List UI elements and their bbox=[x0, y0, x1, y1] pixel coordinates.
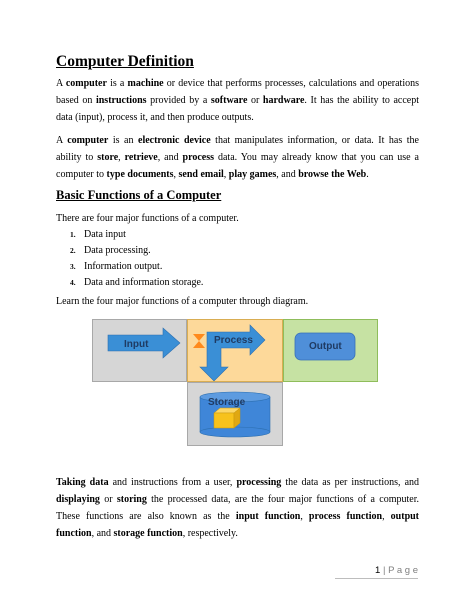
bold-term: type documents bbox=[106, 169, 174, 180]
text-run: or bbox=[247, 95, 263, 106]
text-run: , bbox=[223, 169, 229, 180]
text-run: , bbox=[382, 511, 391, 522]
output-label: Output bbox=[309, 341, 342, 352]
bold-term: software bbox=[210, 95, 248, 106]
page-number: 1 bbox=[375, 565, 381, 576]
list-text: Information output. bbox=[84, 261, 163, 272]
bold-term: machine bbox=[127, 78, 164, 89]
text-run: or bbox=[99, 494, 117, 505]
list-number: 4. bbox=[70, 278, 76, 287]
text-run: or device that performs processes, calculations and operations based on bbox=[56, 78, 419, 106]
bold-term: Taking data bbox=[56, 477, 109, 488]
text-run: is an bbox=[108, 135, 138, 146]
bold-term: process function bbox=[308, 511, 383, 522]
bold-term: hardware bbox=[262, 95, 305, 106]
bold-term: storage function bbox=[113, 528, 183, 539]
intro-text: There are four major functions of a computer. bbox=[56, 213, 239, 224]
text-run: A bbox=[56, 135, 68, 146]
bold-term: computer bbox=[65, 78, 107, 89]
storage-label: Storage bbox=[208, 397, 246, 408]
bold-term: process bbox=[182, 152, 215, 163]
list-text: Data input bbox=[84, 229, 126, 240]
process-label: Process bbox=[214, 335, 253, 346]
text-run: A bbox=[56, 78, 66, 89]
text-run: and instructions from a user, bbox=[108, 477, 237, 488]
bold-term: play games bbox=[228, 169, 277, 180]
diagram-intro-text: Learn the four major functions of a computer through diagram. bbox=[56, 296, 309, 307]
footer-separator: | bbox=[380, 565, 389, 576]
bold-term: send email bbox=[178, 169, 224, 180]
bold-term: output function bbox=[56, 511, 420, 539]
bold-term: storing bbox=[116, 494, 147, 505]
page-footer bbox=[375, 565, 418, 576]
bold-term: processing bbox=[236, 477, 282, 488]
bold-term: browse the Web bbox=[298, 169, 367, 180]
text-run: provided by a bbox=[146, 95, 211, 106]
list-number: 2. bbox=[70, 246, 76, 255]
text-run: , and bbox=[157, 152, 183, 163]
text-run: , and bbox=[276, 169, 299, 180]
text-run: , bbox=[118, 152, 125, 163]
page-word: P a g e bbox=[388, 565, 418, 576]
text-run: , bbox=[173, 169, 179, 180]
text-run: is a bbox=[106, 78, 128, 89]
bold-term: instructions bbox=[95, 95, 147, 106]
text-run: . It has the ability to accept data (input), process it, and then produce outputs. bbox=[56, 95, 419, 123]
text-run: the processed data, are the four major functions of a computer. These functions are also known as the bbox=[56, 494, 419, 522]
process-arrow bbox=[200, 325, 265, 381]
footer-rule bbox=[335, 578, 418, 579]
text-run: the data as per instructions, and bbox=[281, 477, 420, 488]
bold-term: displaying bbox=[56, 494, 100, 505]
bold-term: store bbox=[97, 152, 119, 163]
text-run: , and bbox=[91, 528, 114, 539]
bold-term: input function bbox=[235, 511, 301, 522]
list-number: 3. bbox=[70, 262, 76, 271]
heading-computer-definition: Computer Definition bbox=[56, 53, 194, 70]
heading-basic-functions: Basic Functions of a Computer bbox=[56, 188, 222, 202]
hourglass-icon bbox=[193, 334, 205, 348]
list-text: Data and information storage. bbox=[84, 277, 204, 288]
bold-term: electronic device bbox=[138, 135, 211, 146]
data-block-icon bbox=[214, 408, 240, 428]
bold-term: retrieve bbox=[124, 152, 158, 163]
text-run: data. You may already know that you can use a computer to bbox=[56, 152, 419, 180]
bold-term: computer bbox=[67, 135, 109, 146]
text-run: that manipulates information, or data. It has the ability to bbox=[56, 135, 420, 163]
text-run: . bbox=[366, 169, 369, 180]
text-run: , bbox=[300, 511, 309, 522]
list-number: 1. bbox=[70, 230, 76, 239]
text-run: , respectively. bbox=[182, 528, 238, 539]
input-label: Input bbox=[124, 339, 149, 350]
paragraph-summary bbox=[56, 474, 419, 542]
list-text: Data processing. bbox=[84, 245, 151, 256]
